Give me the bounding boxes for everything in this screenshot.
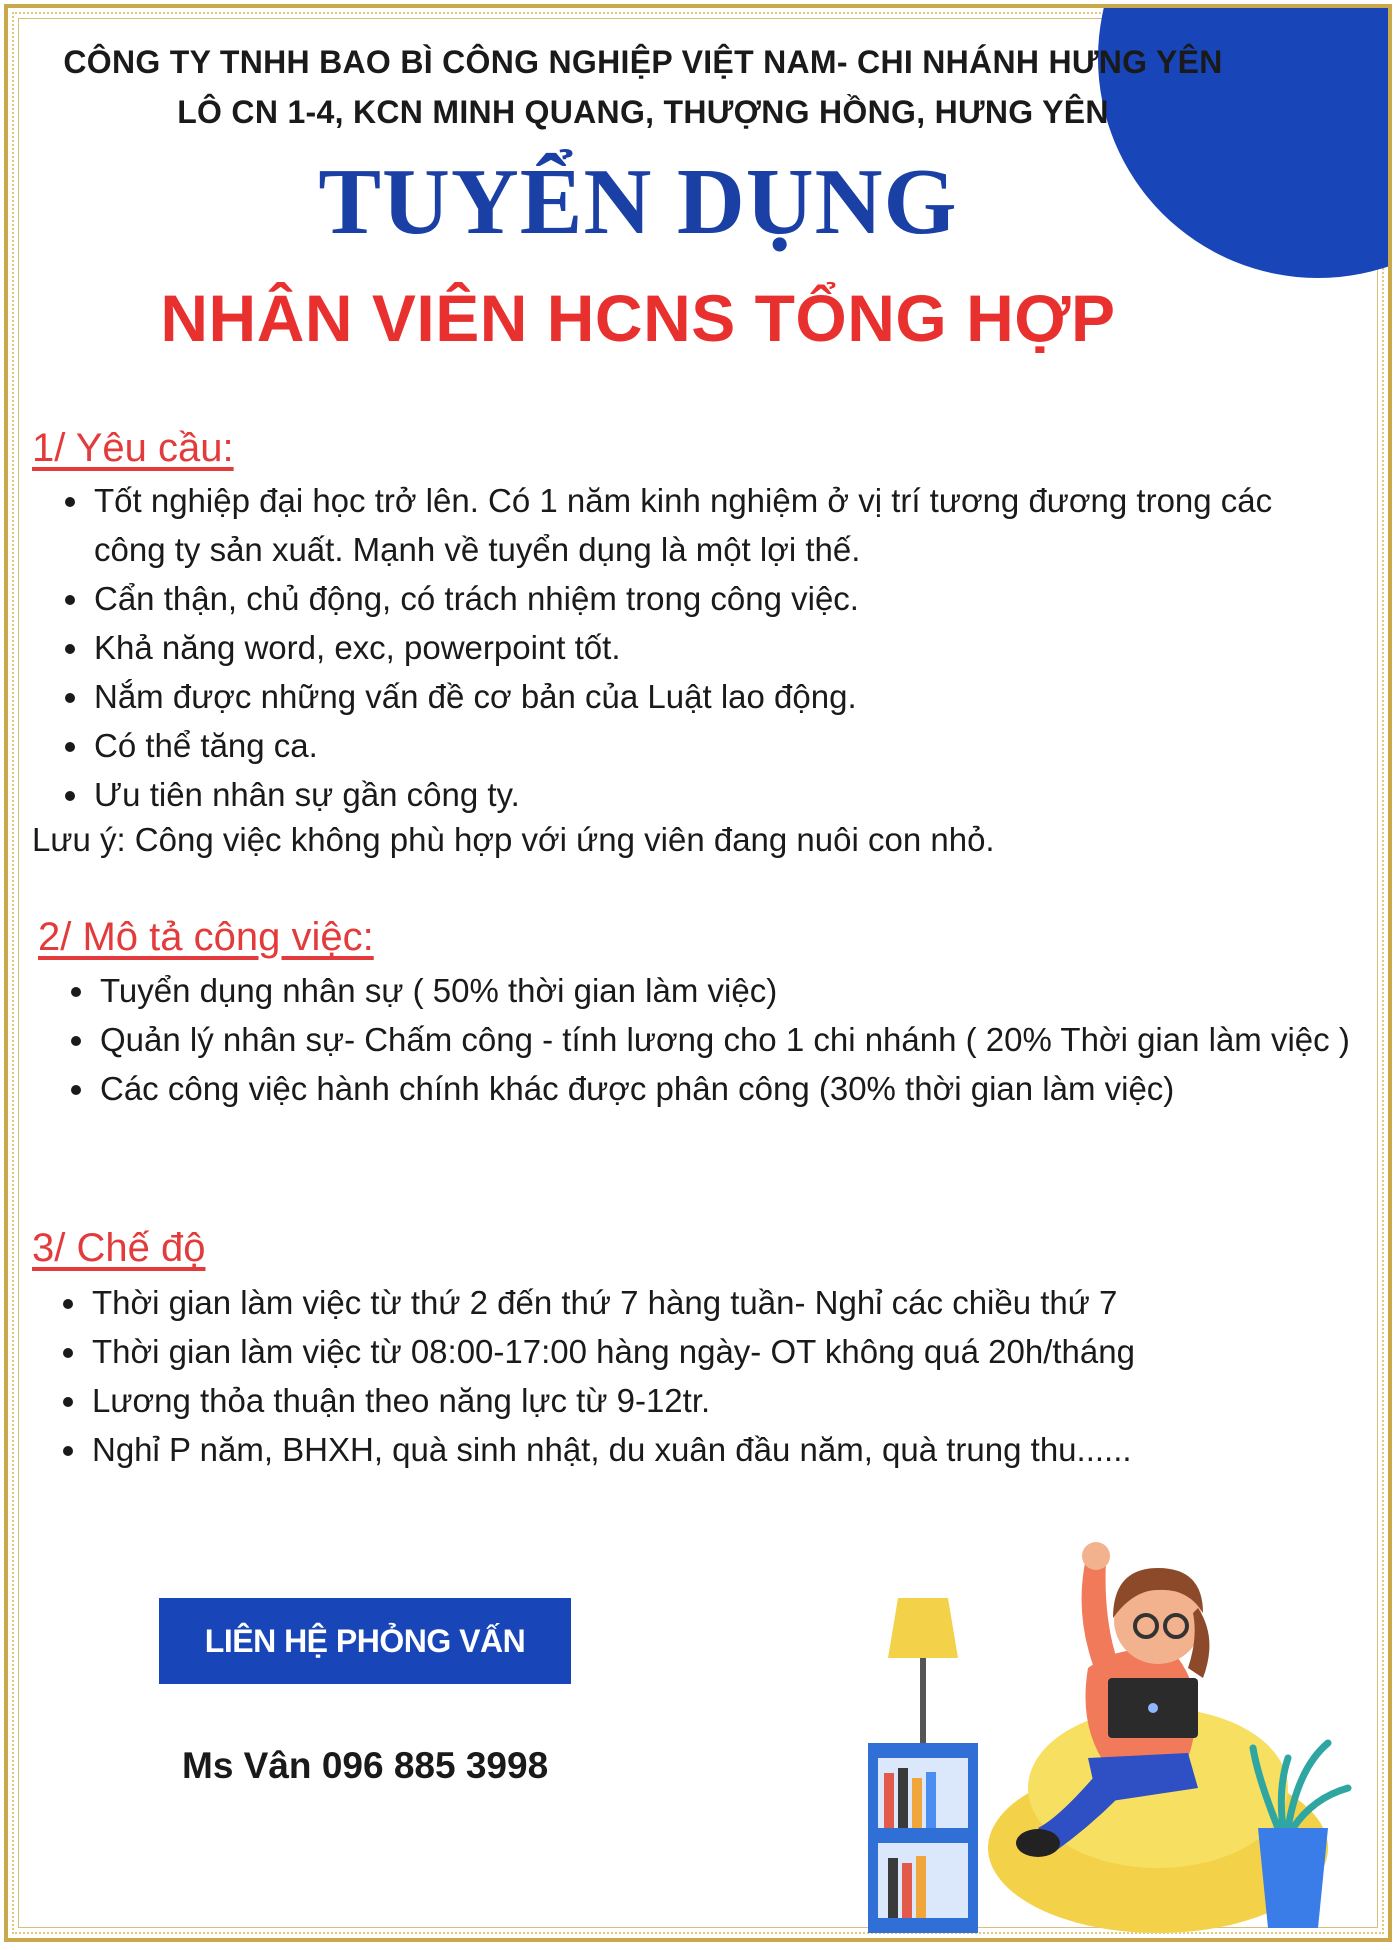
list-item: • Quản lý nhân sự- Chấm công - tính lương cho 1 chi nhánh ( 20% Thời gian làm việc ) (98, 1015, 1388, 1064)
description-list (36, 966, 1388, 1113)
lamp-icon (888, 1598, 958, 1743)
requirements-note: Lưu ý: Công việc không phù hợp với ứng viên đang nuôi con nhỏ. (32, 821, 995, 858)
list-item: • Tốt nghiệp đại học trở lên. Có 1 năm kinh nghiệm ở vị trí tương đương trong các công ty sản xuất. Mạnh về tuyển dụng là một lợi thế. (92, 476, 1294, 574)
list-item: • Cẩn thận, chủ động, có trách nhiệm trong công việc. (92, 574, 1342, 623)
bookshelf-icon (868, 1743, 978, 1933)
position-title: NHÂN VIÊN HCNS TỔNG HỢP (160, 281, 1116, 355)
list-item: • Thời gian làm việc từ thứ 2 đến thứ 7 hàng tuần- Nghỉ các chiều thứ 7 (90, 1278, 1390, 1327)
description-heading: 2/ Mô tả công việc: (38, 915, 374, 959)
company-name: CÔNG TY TNHH BAO BÌ CÔNG NGHIỆP VIỆT NAM- CHI NHÁNH HƯNG YÊN (63, 44, 1223, 80)
contact-phone[interactable]: Ms Vân 096 885 3998 (182, 1745, 549, 1786)
list-item: • Thời gian làm việc từ 08:00-17:00 hàng ngày- OT không quá 20h/tháng (90, 1327, 1390, 1376)
list-item: • Có thể tăng ca. (92, 721, 1342, 770)
list-item: • Lương thỏa thuận theo năng lực từ 9-12tr. (90, 1376, 1390, 1425)
contact-interview-button[interactable]: LIÊN HỆ PHỎNG VẤN (159, 1598, 571, 1684)
page-title: TUYỂN DỤNG (318, 150, 958, 254)
requirements-list (30, 476, 1342, 819)
benefits-list (28, 1278, 1390, 1474)
poster-frame (4, 4, 1392, 1942)
list-item: • Tuyển dụng nhân sự ( 50% thời gian làm việc) (98, 966, 1388, 1015)
requirements-heading: 1/ Yêu cầu: (32, 426, 234, 470)
list-item: • Nắm được những vấn đề cơ bản của Luật lao động. (92, 672, 1342, 721)
benefits-heading: 3/ Chế độ (32, 1226, 206, 1270)
list-item: • Nghỉ P năm, BHXH, quà sinh nhật, du xuân đầu năm, quà trung thu...... (90, 1425, 1390, 1474)
list-item: • Ưu tiên nhân sự gần công ty. (92, 770, 1342, 819)
list-item: • Khả năng word, exc, powerpoint tốt. (92, 623, 1342, 672)
list-item: • Các công việc hành chính khác được phân công (30% thời gian làm việc) (98, 1064, 1388, 1113)
person-with-laptop-illustration (858, 1528, 1392, 1938)
company-address: LÔ CN 1-4, KCN MINH QUANG, THƯỢNG HỒNG, HƯNG YÊN (177, 94, 1109, 130)
